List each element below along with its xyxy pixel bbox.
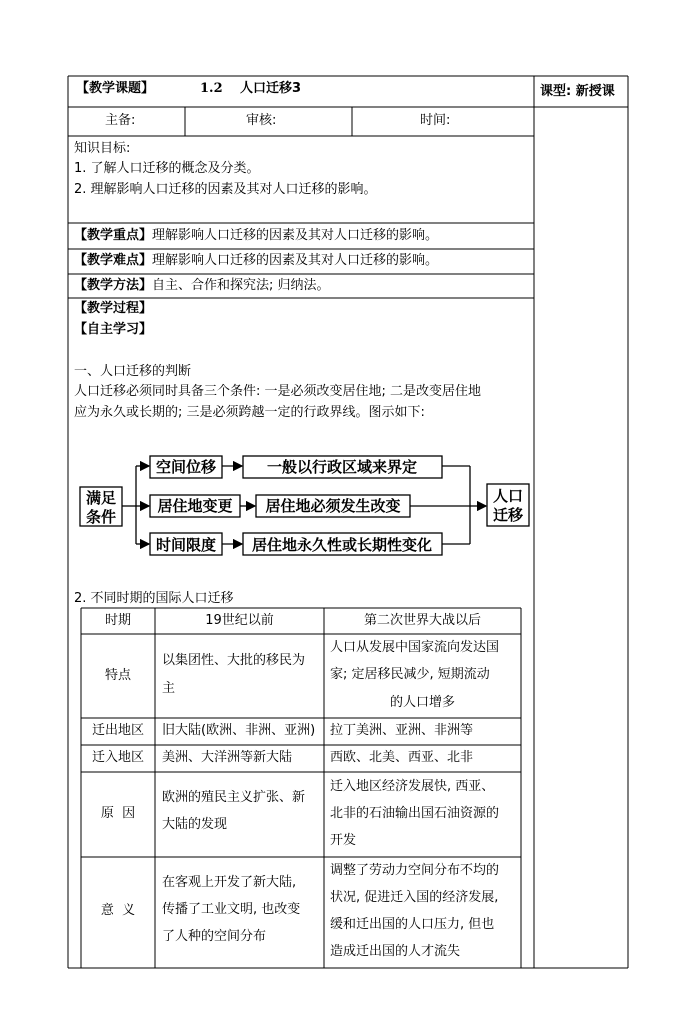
cell-after: 的人口增多: [389, 695, 455, 710]
row-label: 原 因: [100, 806, 136, 821]
cell-before: 旧大陆(欧洲、非洲、亚洲): [162, 723, 316, 738]
diagram-explanation-text: 居住地必须发生改变: [265, 497, 401, 515]
cell-after: 家; 定居移民减少, 短期流动: [330, 667, 490, 682]
key-point-text: 理解影响人口迁移的因素及其对人口迁移的影响。: [152, 228, 439, 243]
lesson-title: 人口迁移3: [240, 81, 302, 96]
difficulty-text: 理解影响人口迁移的因素及其对人口迁移的影响。: [152, 253, 439, 268]
cell-before: 了人种的空间分布: [162, 929, 267, 944]
cell-before: 传播了工业文明, 也改变: [162, 902, 301, 917]
key-point-label: 【教学重点】: [74, 228, 153, 243]
row-label: 迁出地区: [91, 723, 144, 738]
section2-title: 2. 不同时期的国际人口迁移: [74, 591, 234, 606]
diagram-condition-text: 时间限度: [155, 536, 217, 554]
cell-after: 调整了劳动力空间分布不均的: [330, 863, 500, 878]
diagram-start-text: 满足: [85, 489, 117, 507]
diagram-explanation-text: 一般以行政区域来界定: [266, 458, 418, 476]
cell-before: 大陆的发现: [162, 817, 228, 832]
cell-after: 状况, 促进迁入国的经济发展,: [330, 890, 499, 905]
cell-after: 人口从发展中国家流向发达国: [330, 640, 500, 655]
row-label: 意 义: [100, 903, 136, 918]
process-heading: 【教学过程】: [74, 301, 153, 316]
diagram-condition-text: 居住地变更: [157, 497, 233, 515]
cell-after: 造成迁出国的人才流失: [330, 944, 461, 959]
lesson-number: 1.2: [200, 81, 223, 96]
cell-after: 缓和迁出国的人口压力, 但也: [330, 917, 495, 932]
lesson-type: 课型: 新授课: [540, 84, 615, 99]
section1-line: 应为永久或长期的; 三是必须跨越一定的行政界线。图示如下:: [74, 405, 425, 420]
objective-item: 2. 理解影响人口迁移的因素及其对人口迁移的影响。: [74, 182, 377, 197]
row-label: 迁入地区: [91, 750, 144, 765]
self-study-heading: 【自主学习】: [74, 322, 153, 337]
main-prep-label: 主备:: [105, 113, 136, 128]
time-label: 时间:: [420, 113, 451, 128]
row-label: 特点: [104, 668, 131, 683]
diagram-result-text: 迁移: [492, 506, 524, 524]
cell-before: 以集团性、大批的移民为: [162, 653, 306, 668]
diagram-explanation-text: 居住地永久性或长期性变化: [251, 536, 433, 554]
difficulty-label: 【教学难点】: [74, 253, 153, 268]
objective-item: 1. 了解人口迁移的概念及分类。: [74, 161, 260, 176]
table-header: 时期: [104, 613, 131, 628]
section1-title: 一、人口迁移的判断: [74, 364, 192, 379]
cell-after: 迁入地区经济发展快, 西亚、: [330, 779, 495, 794]
cell-before: 主: [162, 681, 176, 696]
table-header: 第二次世界大战以后: [363, 613, 481, 628]
table-header: 19世纪以前: [205, 613, 274, 628]
cell-after: 北非的石油输出国石油资源的: [330, 806, 500, 821]
cell-after: 西欧、北美、西亚、北非: [330, 750, 474, 765]
method-text: 自主、合作和探究法; 归纳法。: [152, 278, 330, 293]
cell-after: 拉丁美洲、亚洲、非洲等: [330, 723, 474, 738]
cell-after: 开发: [330, 833, 357, 848]
diagram-start-text: 条件: [85, 508, 117, 526]
cell-before: 欧洲的殖民主义扩张、新: [162, 790, 306, 805]
cell-before: 在客观上开发了新大陆,: [162, 875, 297, 890]
cell-before: 美洲、大洋洲等新大陆: [162, 750, 293, 765]
review-label: 审核:: [246, 113, 277, 128]
method-label: 【教学方法】: [74, 278, 153, 293]
diagram-condition-text: 空间位移: [155, 458, 217, 476]
section1-line: 人口迁移必须同时具备三个条件: 一是必须改变居住地; 二是改变居住地: [74, 384, 482, 399]
diagram-result-text: 人口: [492, 487, 524, 505]
objectives-heading: 知识目标:: [74, 141, 131, 156]
topic-label: 【教学课题】: [76, 81, 155, 96]
